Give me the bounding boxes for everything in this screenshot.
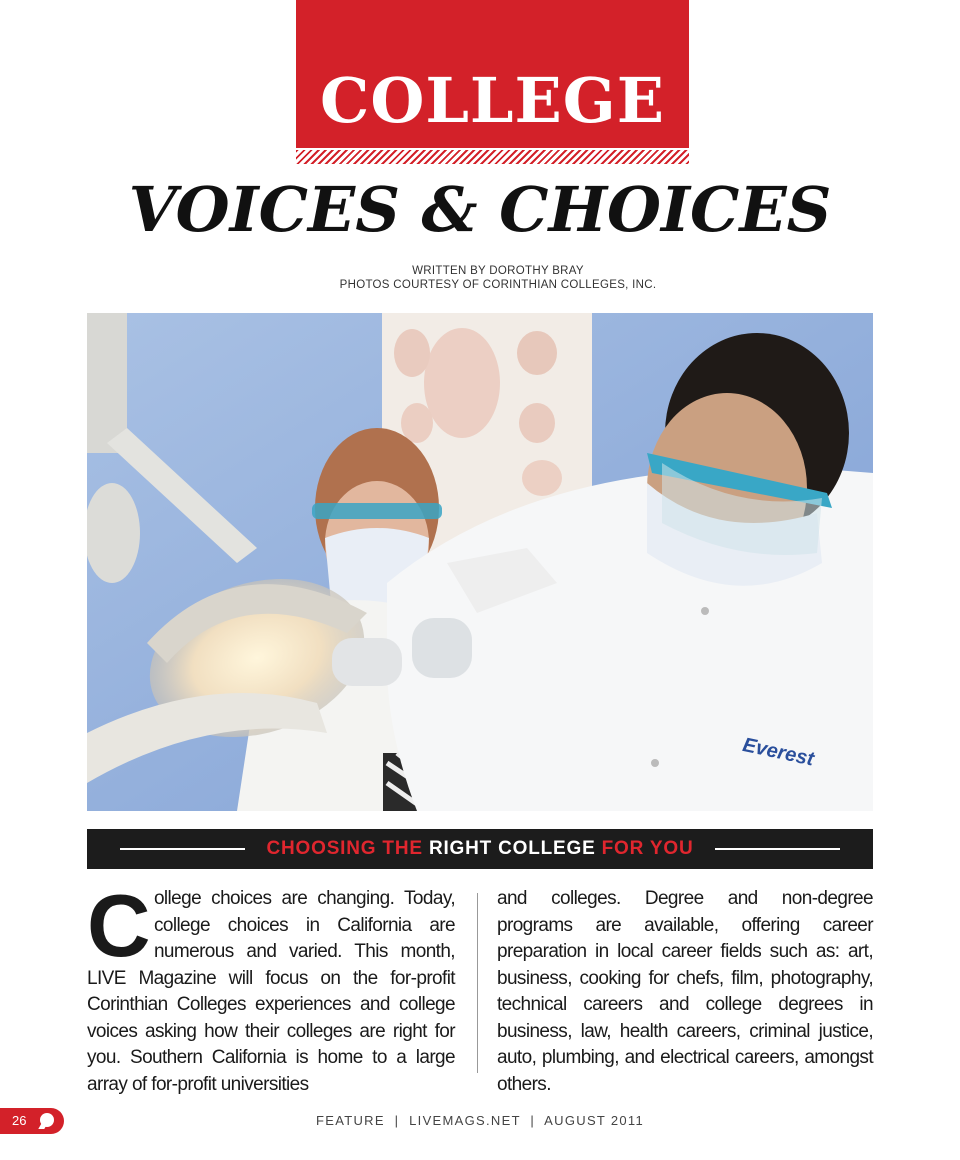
header-banner bbox=[296, 0, 689, 148]
section-rule-left bbox=[120, 848, 245, 850]
section-title-part3: FOR YOU bbox=[601, 838, 694, 859]
section-title bbox=[267, 838, 694, 860]
article-column-right bbox=[497, 886, 873, 1098]
page-number: 26 bbox=[12, 1113, 27, 1128]
author-credit: WRITTEN BY DOROTHY BRAY bbox=[412, 265, 584, 277]
article-column-left bbox=[87, 876, 455, 1098]
footer-text: FEATURE | LIVEMAGS.NET | AUGUST 2011 bbox=[316, 1113, 644, 1128]
article-text-left: ollege choices are changing. Today, college choices in California are numerous and varied. This month, LIVE Magazine will focus on the for-profit Corinthian Colleges experiences and college voices asking how their colleges are right for you. Southern California is home to a large array of for-profit universities bbox=[87, 888, 455, 1095]
feature-photo bbox=[87, 313, 873, 811]
section-title-part1: CHOOSING THE bbox=[266, 838, 423, 859]
headline: VOICES & CHOICES bbox=[128, 173, 832, 246]
banner-title: COLLEGE bbox=[319, 64, 665, 137]
dental-students-photo bbox=[87, 313, 873, 811]
column-divider bbox=[477, 893, 478, 1073]
credits bbox=[0, 264, 960, 292]
banner-hatch-stripe bbox=[296, 150, 689, 164]
drop-cap: C bbox=[87, 876, 150, 975]
photo-credit: PHOTOS COURTESY OF CORINTHIAN COLLEGES, INC. bbox=[339, 279, 657, 291]
section-rule-right bbox=[715, 848, 840, 850]
section-heading-bar bbox=[87, 829, 873, 869]
article-text-right: and colleges. Degree and non-degree programs are available, offering career preparation in local career fields such as: art, business, cooking for chefs, film, photography, technical careers and college degrees in business, law, health careers, criminal justice, auto, plumbing, and electrical careers, amongst others. bbox=[497, 888, 873, 1095]
uniform-logo-text: Everest bbox=[740, 733, 816, 771]
section-title-part2: RIGHT COLLEGE bbox=[428, 838, 596, 859]
